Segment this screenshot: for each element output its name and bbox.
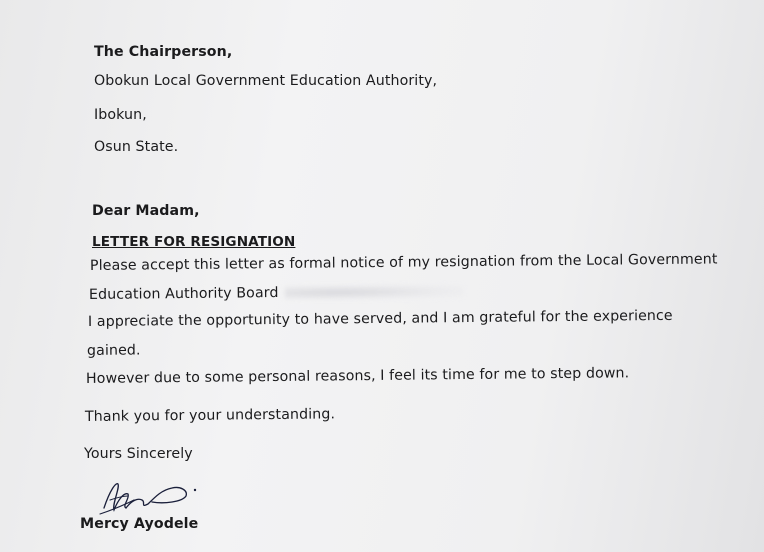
body-paragraph-2-line-1: I appreciate the opportunity to have served, and I am grateful for the experience	[87, 307, 673, 330]
recipient-org: Obokun Local Government Education Authority,	[94, 73, 438, 89]
closing: Yours Sincerely	[84, 446, 193, 462]
body-paragraph-3: However due to some personal reasons, I feel its time for me to step down.	[85, 365, 630, 387]
body-paragraph-4: Thank you for your understanding.	[84, 406, 336, 425]
recipient-state: Osun State.	[94, 139, 179, 155]
subject-heading: LETTER FOR RESIGNATION	[92, 234, 296, 250]
body-paragraph-1-text: Education Authority Board	[88, 285, 279, 303]
recipient-title: The Chairperson,	[94, 44, 233, 60]
signatory-name: Mercy Ayodele	[80, 516, 199, 532]
body-paragraph-2-line-2: gained.	[86, 342, 141, 359]
salutation: Dear Madam,	[92, 203, 200, 219]
redacted-blur	[284, 284, 462, 300]
body-paragraph-1-line-1: Please accept this letter as formal notice of my resignation from the Local Government	[89, 251, 718, 274]
body-paragraph-1-line-2	[89, 283, 463, 303]
recipient-town: Ibokun,	[94, 107, 147, 123]
